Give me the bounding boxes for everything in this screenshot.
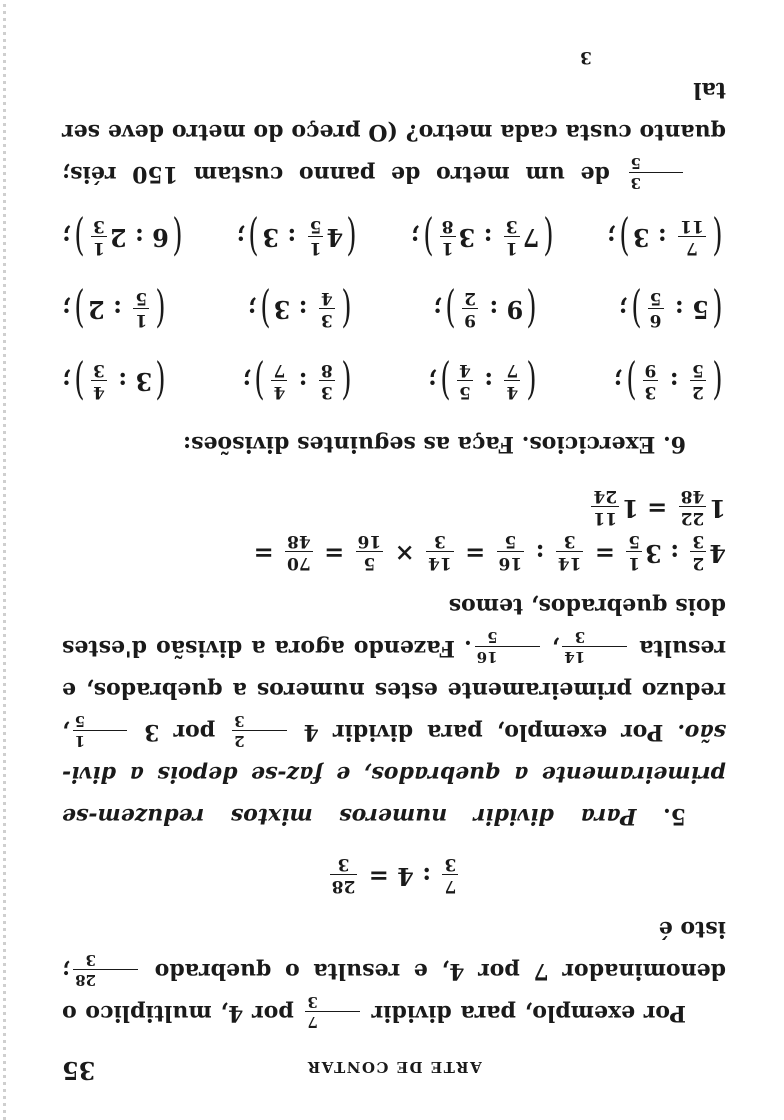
exercise-item: ( 7 11 : 3 ) ;: [606, 212, 723, 263]
section-6-title: 6. Exercicios. Faça as seguintes divisões:: [182, 431, 686, 457]
signature-number: 3: [580, 47, 592, 67]
running-header: [62, 1048, 726, 1085]
exercise-row-3: [62, 207, 726, 267]
section-number: 6.: [663, 431, 686, 457]
exercise-item: ( 6 : 2 1 3 ) ;: [62, 212, 183, 263]
fraction: 7 3: [305, 995, 359, 1030]
exercise-item: ( 4 1 5 : 3 ) ;: [236, 212, 357, 263]
rule-text: Para dividir numeros mixtos reduzem-se primeiramente a quebrados, e faz-se depois a divi-são.: [62, 719, 726, 829]
exercise-item: ( 9 : 9 2 ) ;: [433, 284, 538, 335]
equation-3: 1 22 48 = 1 11 24: [593, 486, 726, 528]
section-number: 5.: [663, 803, 686, 829]
equation-1: 7 3 : 4 = 28 3: [331, 854, 457, 896]
paragraph-example-1: Por exemplo, para dividir 7 3 por 4, multiplico o denominador 7 por 4, e resulta o quebrado 28 3 ; isto é: [62, 916, 726, 1032]
exercise-row-1: [62, 351, 726, 411]
exercise-row-2: [62, 279, 726, 339]
page-edge: [3, 0, 6, 1120]
fraction: 28 3: [331, 854, 356, 896]
fraction: 1 5: [73, 714, 127, 749]
fraction: 28 3: [73, 953, 138, 988]
page-number: 35: [62, 1056, 96, 1085]
fraction: 7 3: [444, 854, 457, 896]
header-title: ARTE DE CONTAR: [306, 1058, 482, 1076]
exercise-item: ( 4 7 : 5 4 ) ;: [427, 356, 538, 407]
fraction: 2 3: [232, 714, 286, 749]
exercise-item: ( 3 8 : 4 7 ) ;: [242, 356, 352, 407]
exercise-item: ( 5 : 6 5 ) ;: [618, 284, 723, 335]
fraction: 16 5: [475, 630, 540, 665]
fraction: 3 5: [629, 156, 683, 191]
exercise-item: ( 7 1 3 : 3 1 8 ) ;: [410, 212, 554, 263]
exercise-item: ( 3 : 4 3 ) ;: [62, 356, 166, 407]
exercise-rows: [62, 207, 726, 411]
exercise-item: ( 1 5 : 2 ) ;: [62, 284, 166, 335]
signature-mark: [486, 48, 686, 65]
fraction: 14 3: [562, 630, 627, 665]
section-5: 5. Para dividir numeros mixtos reduzem-se primeiramente a quebrados, e faz-se depois a divi-são. Por exemplo, para dividir 4 2 3 por 3 1 5 , reduzo primeiramente estes numeros a quebrados, e resulta 14 3 , 16 5 . Fazendo agora a divisão d'estes dois quebrados, temos: [62, 593, 726, 829]
page-content: [62, 47, 726, 1085]
equation-2: 4 2 3 : 3 1 5 = 14 3 : 16 5 = 14 3 × 5 16 = 70 48 =: [253, 531, 726, 573]
exercise-item: ( 2 5 : 3 9 ) ;: [613, 356, 723, 407]
exercise-item: ( 3 4 : 3 ) ;: [247, 284, 352, 335]
exercise-problem: 3 5 de um metro de panno custam 150 réis; quanto custa cada metro? (O preço do metro deve ser tal: [62, 77, 726, 193]
